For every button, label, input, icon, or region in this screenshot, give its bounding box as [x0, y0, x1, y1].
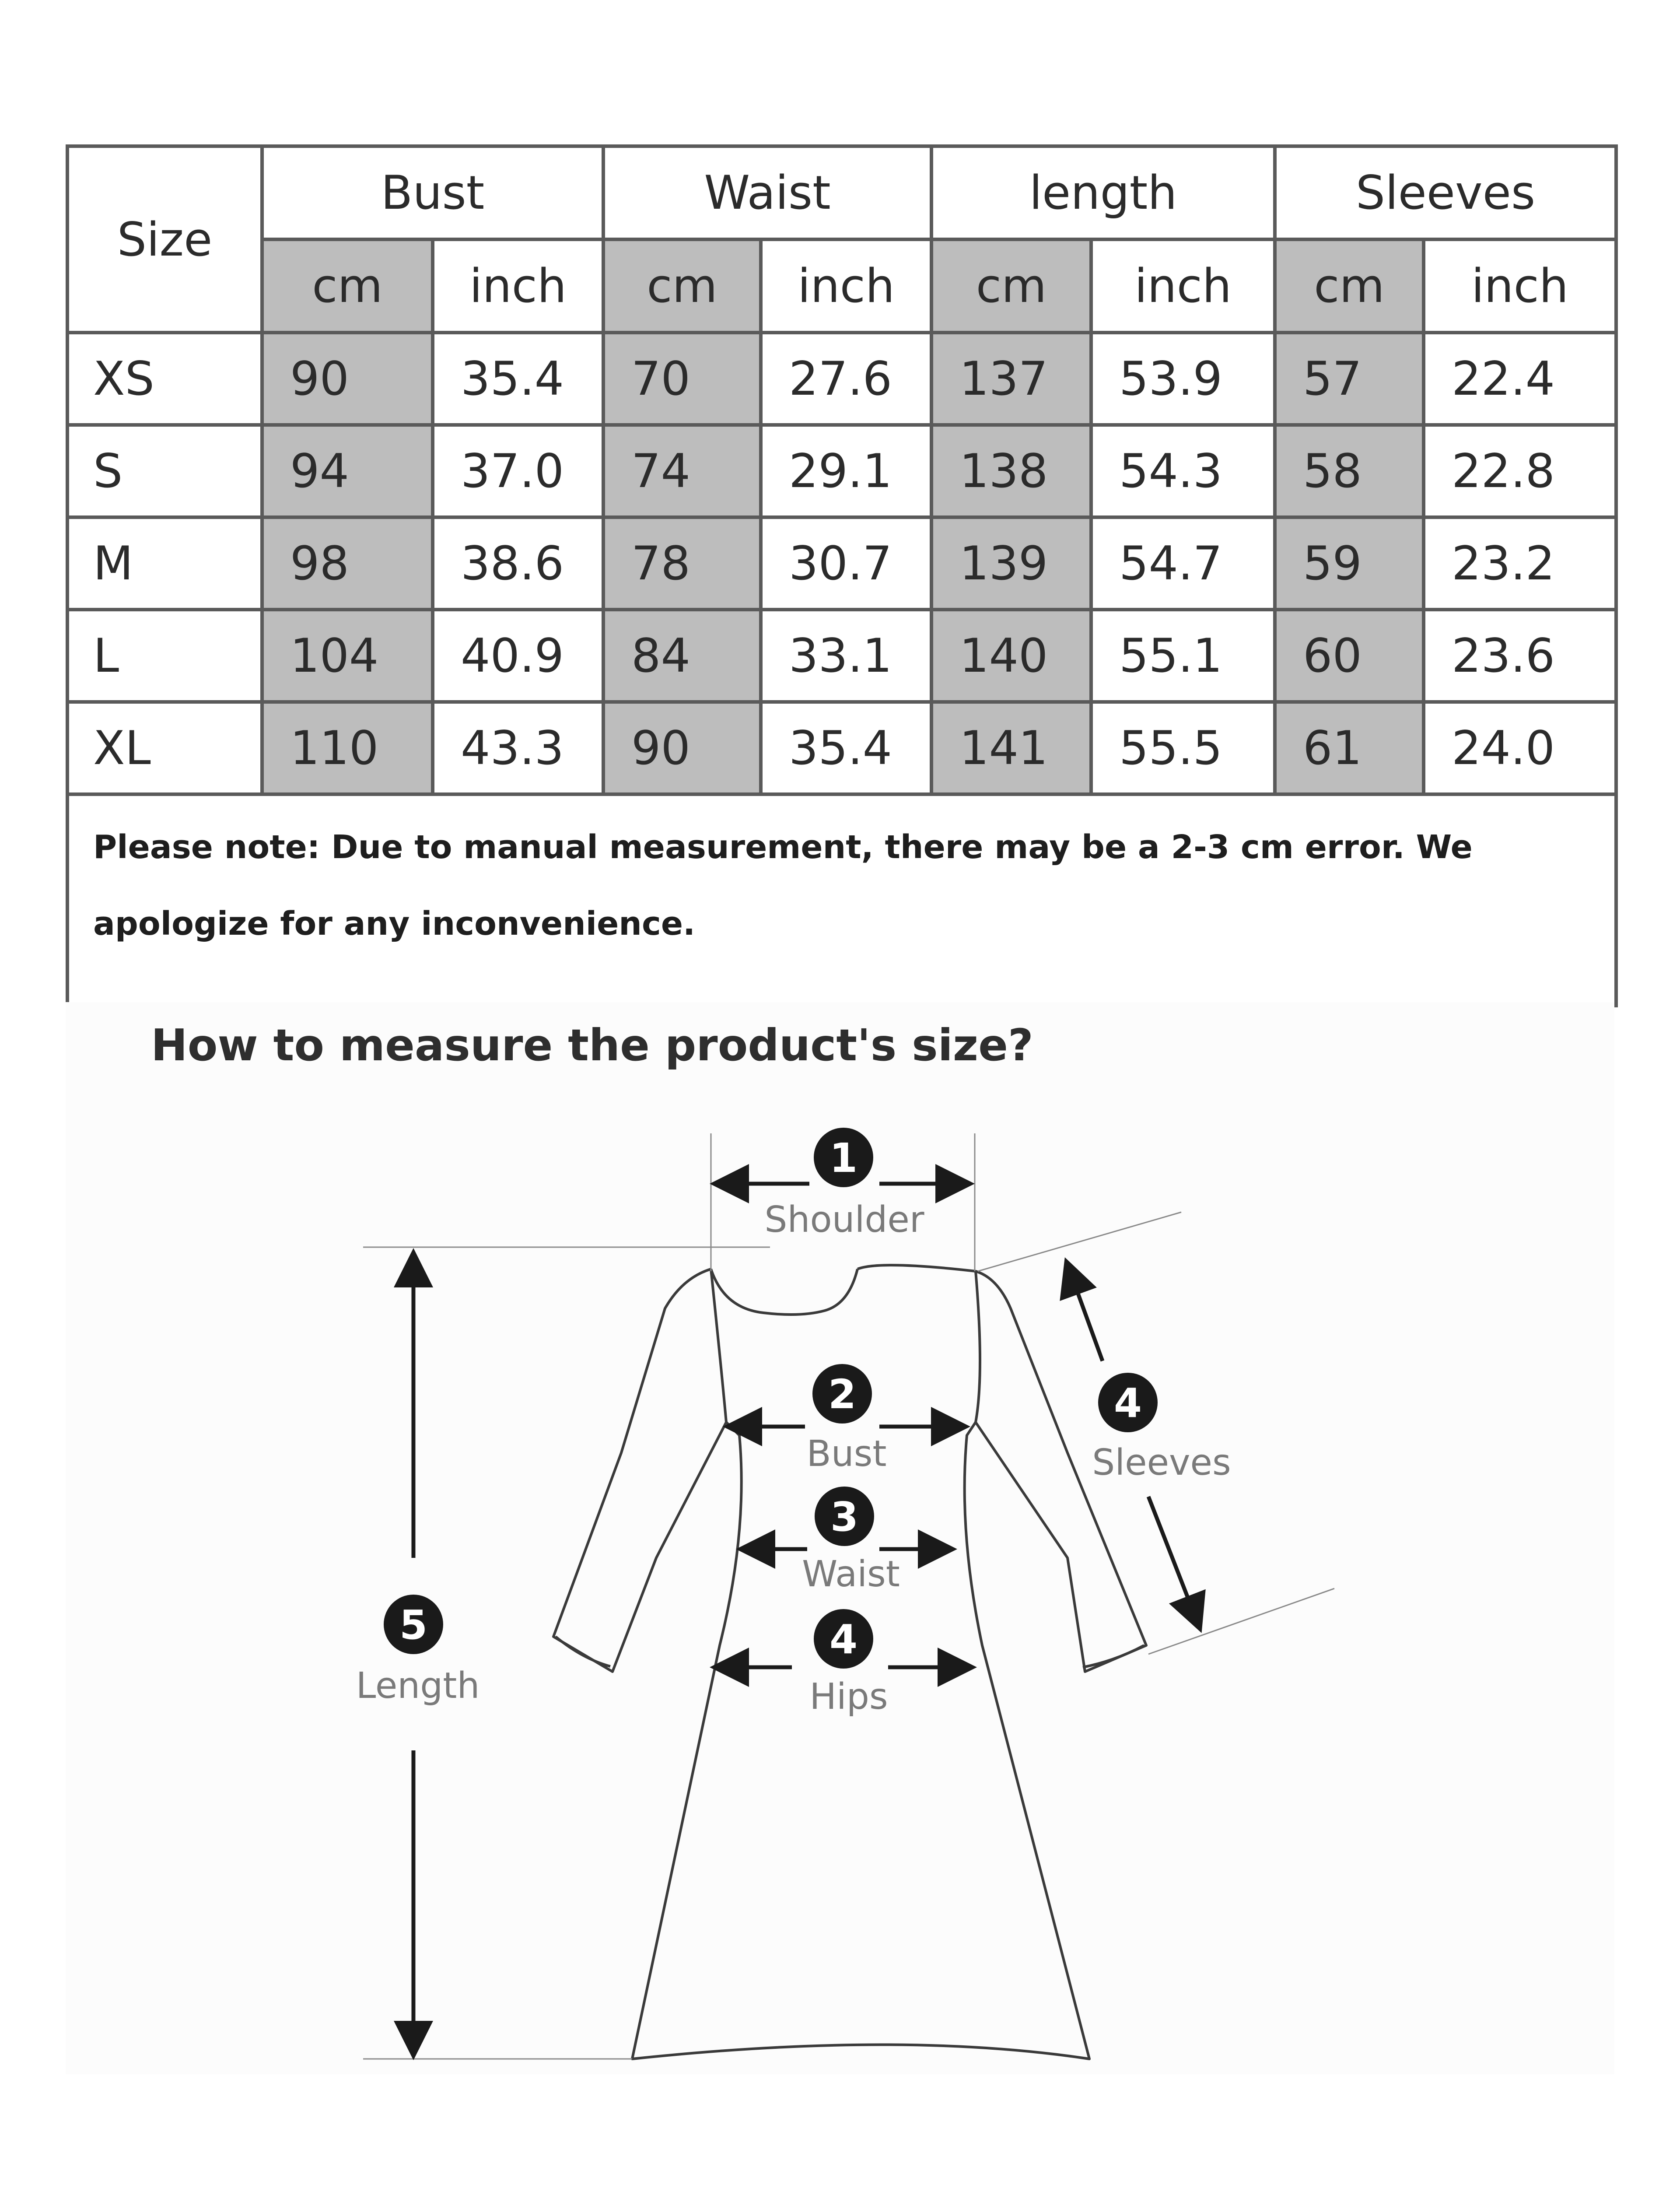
cm-value-cell: 98 [262, 517, 433, 610]
cm-value-cell: 90 [603, 702, 761, 794]
size-cell: M [67, 517, 262, 610]
inch-value-cell: 30.7 [761, 517, 931, 610]
length-label: Length [356, 1665, 480, 1707]
bust-label: Bust [806, 1433, 887, 1475]
measure-guide-title: How to measure the product's size? [151, 1020, 1033, 1071]
size-cell: XS [67, 333, 262, 425]
inch-value-cell: 35.4 [761, 702, 931, 794]
inch-value-cell: 38.6 [433, 517, 603, 610]
bust-marker [806, 1364, 886, 1475]
inch-value-cell: 53.9 [1091, 333, 1275, 425]
bust-inch-header: inch [433, 239, 603, 333]
cm-value-cell: 90 [262, 333, 433, 425]
sleeves-marker [1092, 1373, 1231, 1483]
hips-marker [809, 1609, 888, 1718]
sleeves-number: 4 [1113, 1380, 1142, 1427]
sleeves-inch-header: inch [1424, 239, 1616, 333]
inch-value-cell: 29.1 [761, 425, 931, 517]
inch-value-cell: 37.0 [433, 425, 603, 517]
cm-value-cell: 139 [931, 517, 1091, 610]
shoulder-number: 1 [829, 1135, 858, 1182]
bust-number: 2 [828, 1371, 857, 1418]
length-cm-header: cm [931, 239, 1091, 333]
inch-value-cell: 27.6 [761, 333, 931, 425]
inch-value-cell: 24.0 [1424, 702, 1616, 794]
cm-value-cell: 140 [931, 610, 1091, 702]
cm-value-cell: 78 [603, 517, 761, 610]
cm-value-cell: 138 [931, 425, 1091, 517]
cm-value-cell: 61 [1275, 702, 1424, 794]
size-column-header: Size [67, 146, 262, 333]
waist-marker [802, 1487, 900, 1595]
waist-header: Waist [603, 146, 931, 239]
size-cell: L [67, 610, 262, 702]
inch-value-cell: 22.8 [1424, 425, 1616, 517]
sleeves-label: Sleeves [1092, 1442, 1231, 1483]
cm-value-cell: 137 [931, 333, 1091, 425]
cm-value-cell: 70 [603, 333, 761, 425]
inch-value-cell: 23.2 [1424, 517, 1616, 610]
hips-number: 4 [829, 1616, 858, 1663]
cm-value-cell: 58 [1275, 425, 1424, 517]
sleeves-cm-header: cm [1275, 239, 1424, 333]
cm-value-cell: 84 [603, 610, 761, 702]
length-header: length [931, 146, 1275, 239]
inch-value-cell: 43.3 [433, 702, 603, 794]
cm-value-cell: 57 [1275, 333, 1424, 425]
cm-value-cell: 60 [1275, 610, 1424, 702]
size-cell: XL [67, 702, 262, 794]
inch-value-cell: 33.1 [761, 610, 931, 702]
waist-number: 3 [830, 1494, 859, 1540]
inch-value-cell: 55.5 [1091, 702, 1275, 794]
length-inch-header: inch [1091, 239, 1275, 333]
inch-value-cell: 54.7 [1091, 517, 1275, 610]
waist-label: Waist [802, 1553, 900, 1595]
shoulder-label: Shoulder [764, 1199, 924, 1241]
sleeves-arrow [1068, 1265, 1102, 1361]
length-number: 5 [399, 1602, 428, 1648]
inch-value-cell: 23.6 [1424, 610, 1616, 702]
sleeves-header: Sleeves [1275, 146, 1616, 239]
cm-value-cell: 94 [262, 425, 433, 517]
bust-header: Bust [262, 146, 603, 239]
inch-value-cell: 55.1 [1091, 610, 1275, 702]
inch-value-cell: 54.3 [1091, 425, 1275, 517]
cm-value-cell: 104 [262, 610, 433, 702]
inch-value-cell: 40.9 [433, 610, 603, 702]
measurement-note: Please note: Due to manual measurement, there may be a 2-3 cm error. We apologize for any inconvenience. [67, 794, 1616, 1006]
bust-cm-header: cm [262, 239, 433, 333]
length-marker [356, 1595, 480, 1707]
cm-value-cell: 110 [262, 702, 433, 794]
waist-cm-header: cm [603, 239, 761, 333]
size-cell: S [67, 425, 262, 517]
cm-value-cell: 74 [603, 425, 761, 517]
inch-value-cell: 22.4 [1424, 333, 1616, 425]
cm-value-cell: 141 [931, 702, 1091, 794]
waist-inch-header: inch [761, 239, 931, 333]
cm-value-cell: 59 [1275, 517, 1424, 610]
hips-label: Hips [809, 1676, 888, 1718]
inch-value-cell: 35.4 [433, 333, 603, 425]
